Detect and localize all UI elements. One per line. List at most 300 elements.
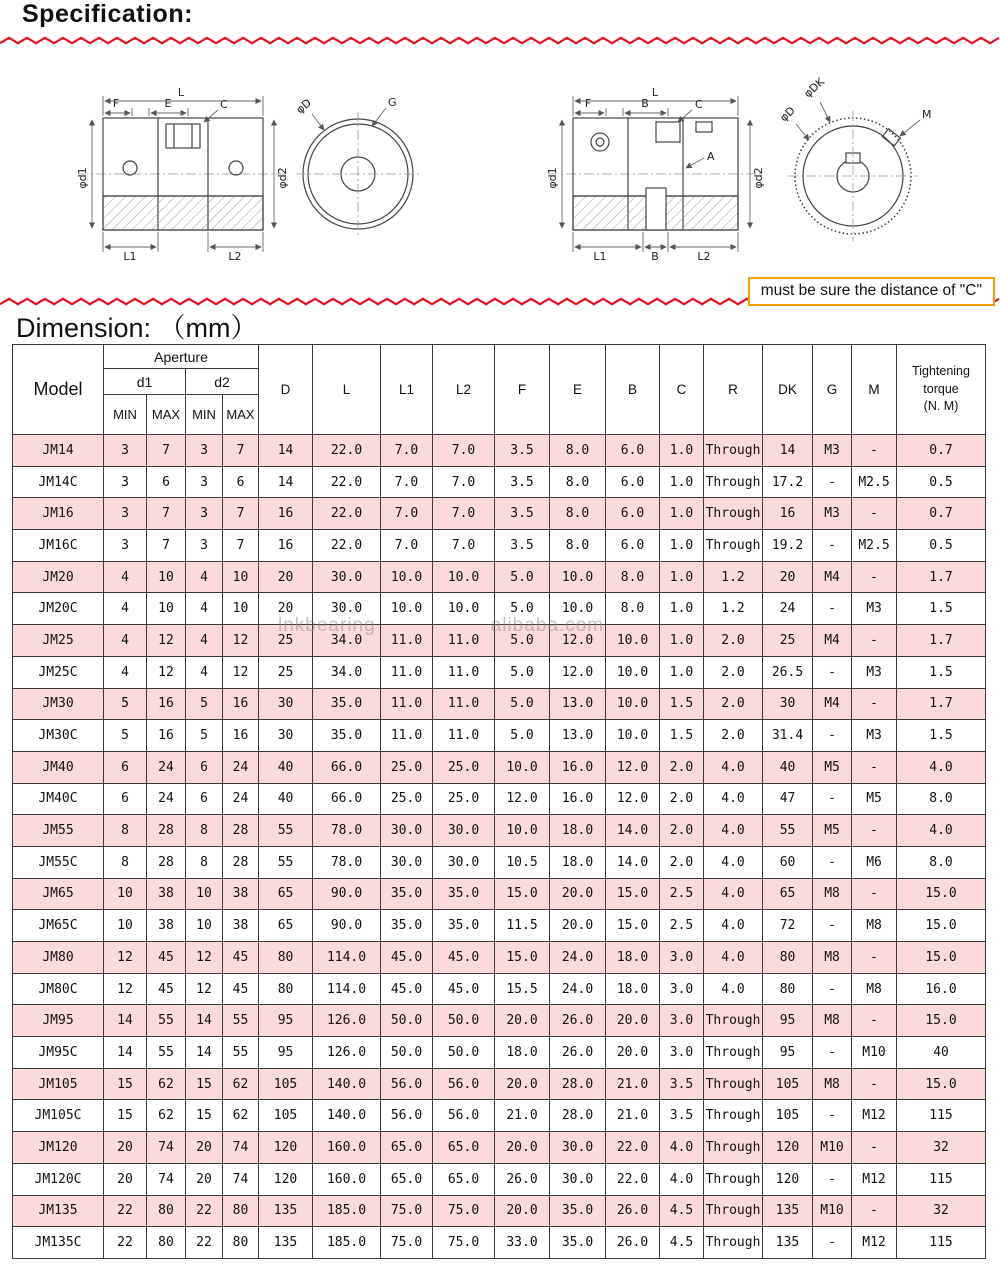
value-cell: 4.0 (704, 846, 763, 878)
value-cell: 1.0 (660, 656, 704, 688)
value-cell: 5.0 (495, 625, 550, 657)
coupling-front-view (788, 111, 918, 241)
value-cell: 24.0 (550, 973, 606, 1005)
value-cell: 30 (763, 688, 813, 720)
header-E: E (550, 345, 606, 435)
model-cell: JM20C (13, 593, 104, 625)
value-cell: 7.0 (381, 466, 433, 498)
value-cell: 25.0 (433, 751, 495, 783)
value-cell: 45 (147, 973, 186, 1005)
value-cell: 45.0 (433, 973, 495, 1005)
header-L: L (313, 345, 381, 435)
value-cell: - (813, 846, 852, 878)
value-cell: 5.0 (495, 561, 550, 593)
value-cell: M8 (813, 878, 852, 910)
value-cell: 105 (763, 1100, 813, 1132)
value-cell: 10 (186, 910, 223, 942)
value-cell: 95 (259, 1037, 313, 1069)
value-cell: 135 (259, 1227, 313, 1259)
value-cell: 4.0 (704, 783, 763, 815)
value-cell: - (813, 1227, 852, 1259)
value-cell: 56.0 (381, 1068, 433, 1100)
value-cell: 28 (223, 815, 259, 847)
value-cell: 55 (147, 1005, 186, 1037)
value-cell: M5 (852, 783, 897, 815)
value-cell: 25 (763, 625, 813, 657)
value-cell: 3.5 (660, 1068, 704, 1100)
value-cell: 1.5 (660, 688, 704, 720)
model-cell: JM105 (13, 1068, 104, 1100)
value-cell: 8.0 (550, 466, 606, 498)
value-cell: 1.0 (660, 561, 704, 593)
value-cell: 25 (259, 656, 313, 688)
value-cell: 56.0 (433, 1100, 495, 1132)
value-cell: M10 (852, 1037, 897, 1069)
model-cell: JM105C (13, 1100, 104, 1132)
value-cell: 4.0 (704, 973, 763, 1005)
table-row (13, 530, 986, 562)
dim-label-d2: φd2 (276, 167, 289, 189)
value-cell: 16 (147, 720, 186, 752)
value-cell: 19.2 (763, 530, 813, 562)
value-cell: 15 (186, 1068, 223, 1100)
value-cell: 45 (223, 942, 259, 974)
model-cell: JM40 (13, 751, 104, 783)
value-cell: 65 (259, 878, 313, 910)
value-cell: M10 (813, 1132, 852, 1164)
dim-label-L: L (651, 86, 659, 99)
value-cell: M8 (813, 1068, 852, 1100)
value-cell: 22.0 (313, 466, 381, 498)
leader-lines (796, 102, 920, 140)
value-cell: 10.0 (550, 593, 606, 625)
value-cell: 80 (223, 1195, 259, 1227)
value-cell: 2.0 (704, 688, 763, 720)
value-cell: 7.0 (433, 466, 495, 498)
value-cell: 22 (186, 1195, 223, 1227)
value-cell: 6.0 (606, 466, 660, 498)
table-row (13, 720, 986, 752)
value-cell: 55 (223, 1005, 259, 1037)
value-cell: 74 (147, 1132, 186, 1164)
value-cell: 8.0 (897, 846, 986, 878)
table-row (13, 815, 986, 847)
value-cell: 12 (223, 656, 259, 688)
value-cell: 78.0 (313, 815, 381, 847)
value-cell: M3 (813, 498, 852, 530)
value-cell: 16.0 (550, 783, 606, 815)
model-cell: JM55 (13, 815, 104, 847)
value-cell: 31.4 (763, 720, 813, 752)
header-B: B (606, 345, 660, 435)
value-cell: 8 (186, 846, 223, 878)
dimension-heading: Dimension: （mm） (16, 313, 258, 343)
value-cell: 38 (147, 910, 186, 942)
value-cell: 10 (147, 593, 186, 625)
value-cell: M8 (852, 910, 897, 942)
value-cell: 2.0 (660, 815, 704, 847)
value-cell: 26.0 (606, 1195, 660, 1227)
value-cell: 62 (223, 1100, 259, 1132)
value-cell: 4 (104, 656, 147, 688)
value-cell: 22 (104, 1227, 147, 1259)
dim-label-F: F (112, 97, 120, 110)
value-cell: 8.0 (606, 593, 660, 625)
value-cell: 3 (186, 498, 223, 530)
value-cell: 1.0 (660, 435, 704, 467)
table-row (13, 910, 986, 942)
value-cell: 10.0 (381, 561, 433, 593)
value-cell: 20 (259, 561, 313, 593)
value-cell: Through (704, 1227, 763, 1259)
value-cell: 20.0 (495, 1132, 550, 1164)
value-cell: 1.5 (897, 593, 986, 625)
value-cell: 65.0 (433, 1163, 495, 1195)
value-cell: 74 (223, 1163, 259, 1195)
model-cell: JM25C (13, 656, 104, 688)
value-cell: 34.0 (313, 656, 381, 688)
value-cell: 4 (104, 561, 147, 593)
value-cell: - (813, 973, 852, 1005)
value-cell: 20.0 (606, 1005, 660, 1037)
table-row (13, 688, 986, 720)
model-cell: JM135C (13, 1227, 104, 1259)
dim-label-d1: φd1 (76, 167, 89, 189)
value-cell: 30.0 (381, 815, 433, 847)
dim-label-B2: B (651, 250, 659, 263)
value-cell: 8 (104, 815, 147, 847)
value-cell: 120 (259, 1132, 313, 1164)
header-D: D (259, 345, 313, 435)
dim-label-C: C (220, 98, 228, 111)
value-cell: 15 (186, 1100, 223, 1132)
value-cell: 20 (104, 1132, 147, 1164)
value-cell: 12 (104, 973, 147, 1005)
value-cell: Through (704, 1132, 763, 1164)
value-cell: 4.0 (704, 942, 763, 974)
value-cell: 18.0 (550, 815, 606, 847)
value-cell: 32 (897, 1195, 986, 1227)
value-cell: Through (704, 1195, 763, 1227)
value-cell: 7 (223, 435, 259, 467)
value-cell: 3.5 (495, 530, 550, 562)
value-cell: 65 (763, 878, 813, 910)
dim-label-M: M (922, 108, 932, 121)
dim-label-D: φD (777, 104, 798, 125)
value-cell: 35.0 (550, 1227, 606, 1259)
model-cell: JM16C (13, 530, 104, 562)
value-cell: 7.0 (381, 498, 433, 530)
value-cell: 20 (763, 561, 813, 593)
value-cell: 10.0 (495, 751, 550, 783)
value-cell: 12.0 (606, 751, 660, 783)
value-cell: 5 (186, 688, 223, 720)
value-cell: 15.0 (606, 878, 660, 910)
value-cell: 4.0 (660, 1163, 704, 1195)
value-cell: 75.0 (381, 1195, 433, 1227)
header-DK: DK (763, 345, 813, 435)
value-cell: 7 (223, 530, 259, 562)
value-cell: - (852, 435, 897, 467)
value-cell: 66.0 (313, 751, 381, 783)
model-cell: JM16 (13, 498, 104, 530)
value-cell: M3 (852, 656, 897, 688)
drawing-right-labels (546, 75, 932, 263)
value-cell: 1.0 (660, 498, 704, 530)
value-cell: 20.0 (495, 1195, 550, 1227)
header-C: C (660, 345, 704, 435)
value-cell: 3 (186, 530, 223, 562)
value-cell: 135 (763, 1227, 813, 1259)
value-cell: 90.0 (313, 910, 381, 942)
table-row (13, 498, 986, 530)
value-cell: 24 (763, 593, 813, 625)
header-M: M (852, 345, 897, 435)
value-cell: Through (704, 498, 763, 530)
table-row (13, 1132, 986, 1164)
value-cell: 3.0 (660, 1037, 704, 1069)
value-cell: 10.0 (550, 561, 606, 593)
table-row (13, 1195, 986, 1227)
value-cell: M8 (813, 1005, 852, 1037)
value-cell: 4.5 (660, 1227, 704, 1259)
value-cell: 22 (186, 1227, 223, 1259)
value-cell: M12 (852, 1100, 897, 1132)
value-cell: 0.7 (897, 498, 986, 530)
dim-label-L2: L2 (697, 250, 711, 263)
value-cell: 12.0 (495, 783, 550, 815)
value-cell: 126.0 (313, 1037, 381, 1069)
value-cell: 26.0 (495, 1163, 550, 1195)
value-cell: 38 (223, 878, 259, 910)
value-cell: 140.0 (313, 1068, 381, 1100)
table-row (13, 1037, 986, 1069)
value-cell: M5 (813, 815, 852, 847)
value-cell: - (852, 751, 897, 783)
value-cell: Through (704, 530, 763, 562)
value-cell: Through (704, 435, 763, 467)
value-cell: 20.0 (495, 1068, 550, 1100)
value-cell: 6.0 (606, 498, 660, 530)
value-cell: 115 (897, 1100, 986, 1132)
value-cell: 1.7 (897, 688, 986, 720)
value-cell: 28.0 (550, 1068, 606, 1100)
value-cell: 15.0 (495, 878, 550, 910)
value-cell: 35.0 (433, 878, 495, 910)
model-cell: JM20 (13, 561, 104, 593)
value-cell: 185.0 (313, 1195, 381, 1227)
value-cell: 15.0 (606, 910, 660, 942)
value-cell: M2.5 (852, 530, 897, 562)
value-cell: 28.0 (550, 1100, 606, 1132)
value-cell: 3 (186, 435, 223, 467)
value-cell: 20.0 (495, 1005, 550, 1037)
header-L1: L1 (381, 345, 433, 435)
value-cell: 4 (186, 656, 223, 688)
value-cell: 6.0 (606, 435, 660, 467)
value-cell: 11.0 (433, 656, 495, 688)
header-aperture: Aperture (104, 345, 259, 369)
technical-drawing-right (528, 56, 938, 268)
value-cell: 20 (104, 1163, 147, 1195)
value-cell: 15.0 (897, 1068, 986, 1100)
dimension-table (12, 344, 986, 1259)
value-cell: M8 (852, 973, 897, 1005)
value-cell: 55 (223, 1037, 259, 1069)
value-cell: 35.0 (381, 878, 433, 910)
watermark-brand: lnkbearing (278, 615, 376, 636)
value-cell: 4.0 (704, 878, 763, 910)
dim-label-d2: φd2 (752, 167, 765, 189)
dim-label-L: L (177, 86, 185, 99)
value-cell: 14.0 (606, 846, 660, 878)
value-cell: 12.0 (550, 625, 606, 657)
value-cell: - (813, 1100, 852, 1132)
value-cell: 35.0 (433, 910, 495, 942)
value-cell: 1.2 (704, 593, 763, 625)
value-cell: 115 (897, 1227, 986, 1259)
specification-heading: Specification: (22, 0, 193, 28)
value-cell: 8.0 (550, 530, 606, 562)
model-cell: JM30 (13, 688, 104, 720)
value-cell: 24 (147, 783, 186, 815)
value-cell: 3.5 (495, 466, 550, 498)
value-cell: 75.0 (381, 1227, 433, 1259)
value-cell: - (813, 466, 852, 498)
value-cell: 8.0 (550, 498, 606, 530)
value-cell: 2.0 (704, 625, 763, 657)
value-cell: 55 (259, 846, 313, 878)
value-cell: 5.0 (495, 720, 550, 752)
value-cell: 10.0 (381, 593, 433, 625)
header-model: Model (13, 345, 104, 435)
value-cell: 74 (223, 1132, 259, 1164)
value-cell: 80 (259, 973, 313, 1005)
value-cell: - (813, 1037, 852, 1069)
value-cell: 25.0 (433, 783, 495, 815)
value-cell: 22.0 (313, 498, 381, 530)
value-cell: Through (704, 1037, 763, 1069)
value-cell: - (852, 1195, 897, 1227)
value-cell: 11.0 (433, 688, 495, 720)
value-cell: 105 (259, 1068, 313, 1100)
value-cell: 30 (259, 720, 313, 752)
value-cell: 160.0 (313, 1163, 381, 1195)
value-cell: 3.0 (660, 1005, 704, 1037)
value-cell: 4 (186, 561, 223, 593)
value-cell: 14 (104, 1005, 147, 1037)
value-cell: 14 (186, 1005, 223, 1037)
dim-label-L1: L1 (593, 250, 607, 263)
table-row (13, 751, 986, 783)
value-cell: 2.5 (660, 878, 704, 910)
value-cell: 5.0 (495, 656, 550, 688)
value-cell: 16 (259, 530, 313, 562)
value-cell: 56.0 (381, 1100, 433, 1132)
model-cell: JM80 (13, 942, 104, 974)
value-cell: 30 (259, 688, 313, 720)
value-cell: 8.0 (897, 783, 986, 815)
value-cell: 26.0 (550, 1005, 606, 1037)
value-cell: 24.0 (550, 942, 606, 974)
value-cell: 15.0 (897, 910, 986, 942)
value-cell: 35.0 (313, 688, 381, 720)
value-cell: Through (704, 1005, 763, 1037)
value-cell: - (852, 688, 897, 720)
value-cell: 80 (763, 942, 813, 974)
model-cell: JM135 (13, 1195, 104, 1227)
value-cell: 16 (223, 720, 259, 752)
value-cell: 28 (147, 815, 186, 847)
value-cell: 15.5 (495, 973, 550, 1005)
value-cell: 1.7 (897, 625, 986, 657)
value-cell: 60 (763, 846, 813, 878)
value-cell: M3 (813, 435, 852, 467)
value-cell: 105 (259, 1100, 313, 1132)
value-cell: 14.0 (606, 815, 660, 847)
value-cell: 3.5 (495, 435, 550, 467)
value-cell: 50.0 (433, 1005, 495, 1037)
value-cell: 5 (104, 720, 147, 752)
model-cell: JM14 (13, 435, 104, 467)
value-cell: 1.0 (660, 466, 704, 498)
value-cell: 13.0 (550, 720, 606, 752)
value-cell: 1.7 (897, 561, 986, 593)
value-cell: 0.5 (897, 466, 986, 498)
value-cell: 80 (147, 1227, 186, 1259)
value-cell: 18.0 (550, 846, 606, 878)
value-cell: 80 (259, 942, 313, 974)
value-cell: 185.0 (313, 1227, 381, 1259)
value-cell: 1.0 (660, 625, 704, 657)
value-cell: 3.5 (660, 1100, 704, 1132)
value-cell: - (852, 815, 897, 847)
value-cell: 21.0 (606, 1068, 660, 1100)
value-cell: 40 (897, 1037, 986, 1069)
value-cell: 4.5 (660, 1195, 704, 1227)
dim-label-A: A (707, 150, 715, 163)
watermark-site: alibaba.com (490, 615, 605, 636)
value-cell: 4 (104, 593, 147, 625)
value-cell: 45 (223, 973, 259, 1005)
value-cell: M3 (852, 593, 897, 625)
header-d2: d2 (186, 369, 259, 395)
value-cell: 45.0 (381, 973, 433, 1005)
value-cell: - (852, 561, 897, 593)
value-cell: 20.0 (550, 878, 606, 910)
value-cell: 4.0 (897, 815, 986, 847)
value-cell: 6 (104, 783, 147, 815)
value-cell: 16 (147, 688, 186, 720)
value-cell: 32 (897, 1132, 986, 1164)
value-cell: 25.0 (381, 783, 433, 815)
value-cell: 55 (763, 815, 813, 847)
value-cell: 24 (223, 751, 259, 783)
value-cell: 12 (104, 942, 147, 974)
value-cell: 18.0 (606, 942, 660, 974)
coupling-front-view (296, 112, 420, 236)
model-cell: JM25 (13, 625, 104, 657)
value-cell: 62 (147, 1100, 186, 1132)
value-cell: Through (704, 1163, 763, 1195)
value-cell: 11.0 (381, 688, 433, 720)
dim-label-F: F (584, 97, 592, 110)
value-cell: 16 (223, 688, 259, 720)
value-cell: 30.0 (313, 561, 381, 593)
value-cell: 18.0 (495, 1037, 550, 1069)
table-row (13, 561, 986, 593)
value-cell: 65.0 (381, 1163, 433, 1195)
